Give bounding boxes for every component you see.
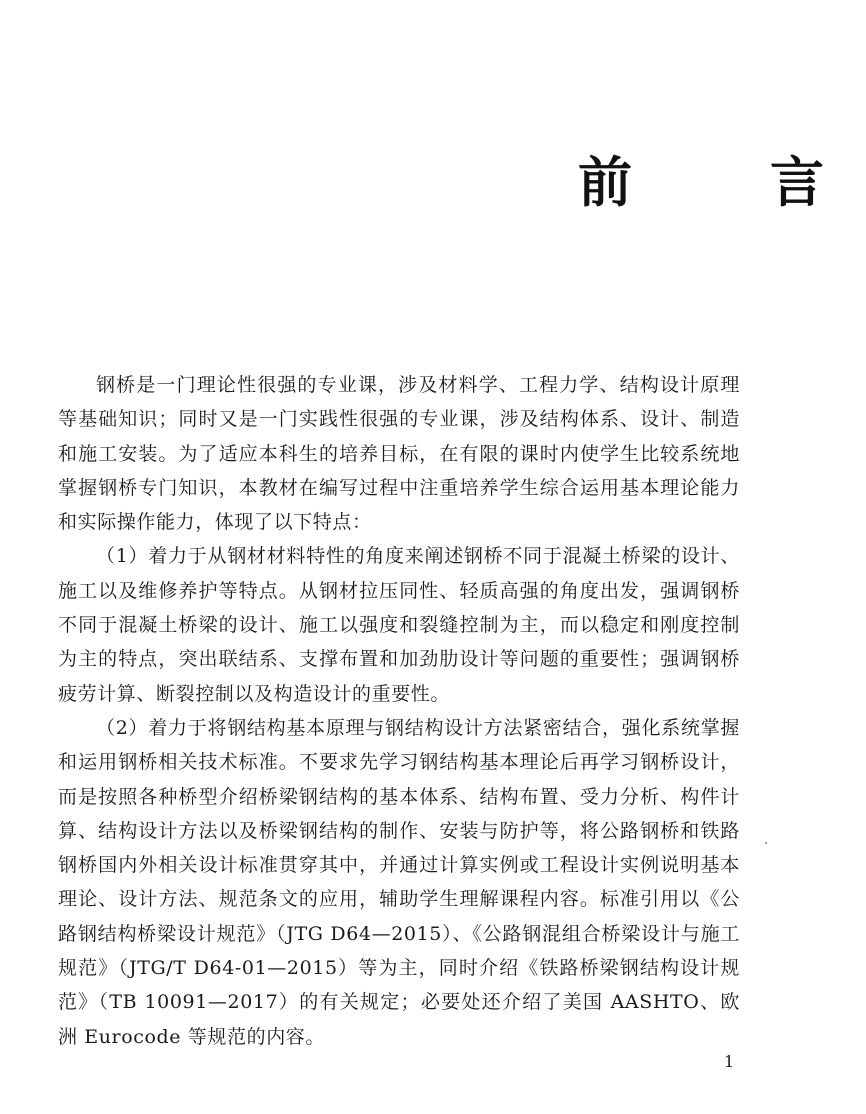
scan-speck — [765, 842, 767, 844]
paragraph-feature-2: （2）着力于将钢结构基本原理与钢结构设计方法紧密结合，强化系统掌握和运用钢桥相关技术标准。不要求先学习钢结构基本理论后再学习钢桥设计，而是按照各种桥型介绍桥梁钢结构的基本体系、结构布置、受力分析、构件计算、结构设计方法以及桥梁钢结构的制作、安装与防护等，将公路钢桥和铁路钢桥国内外相关设计标准贯穿其中，并通过计算实例或工程设计实例说明基本理论、设计方法、规范条文的应用，辅助学生理解课程内容。标准引用以《公路钢结构桥梁设计规范》（JTG D64—2015）、《公路钢混组合桥梁设计与施工规范》（JTG/T D64-01—2015）等为主，同时介绍《铁路桥梁钢结构设计规范》（TB 10091—2017）的有关规定；必要处还介绍了美国 AASHTO、欧洲 Eurocode 等规范的内容。 — [58, 716, 740, 1048]
paragraph-feature-1: （1）着力于从钢材材料特性的角度来阐述钢桥不同于混凝土桥梁的设计、施工以及维修养护等特点。从钢材拉压同性、轻质高强的角度出发，强调钢桥不同于混凝土桥梁的设计、施工以强度和裂缝控制为主，而以稳定和刚度控制为主的特点，突出联结系、支撑布置和加劲肋设计等问题的重要性；强调钢桥疲劳计算、断裂控制以及构造设计的重要性。 — [58, 545, 740, 705]
paragraph-intro: 钢桥是一门理论性很强的专业课，涉及材料学、工程力学、结构设计原理等基础知识；同时又是一门实践性很强的专业课，涉及结构体系、设计、制造和施工安装。为了适应本科生的培养目标，在有限的课时内使学生比较系统地掌握钢桥专门知识，本教材在编写过程中注重培养学生综合运用基本理论能力和实际操作能力，体现了以下特点： — [58, 374, 740, 534]
page-title: 前 言 — [578, 150, 866, 214]
page-number: 1 — [724, 1052, 735, 1071]
preface-body — [58, 368, 740, 1054]
